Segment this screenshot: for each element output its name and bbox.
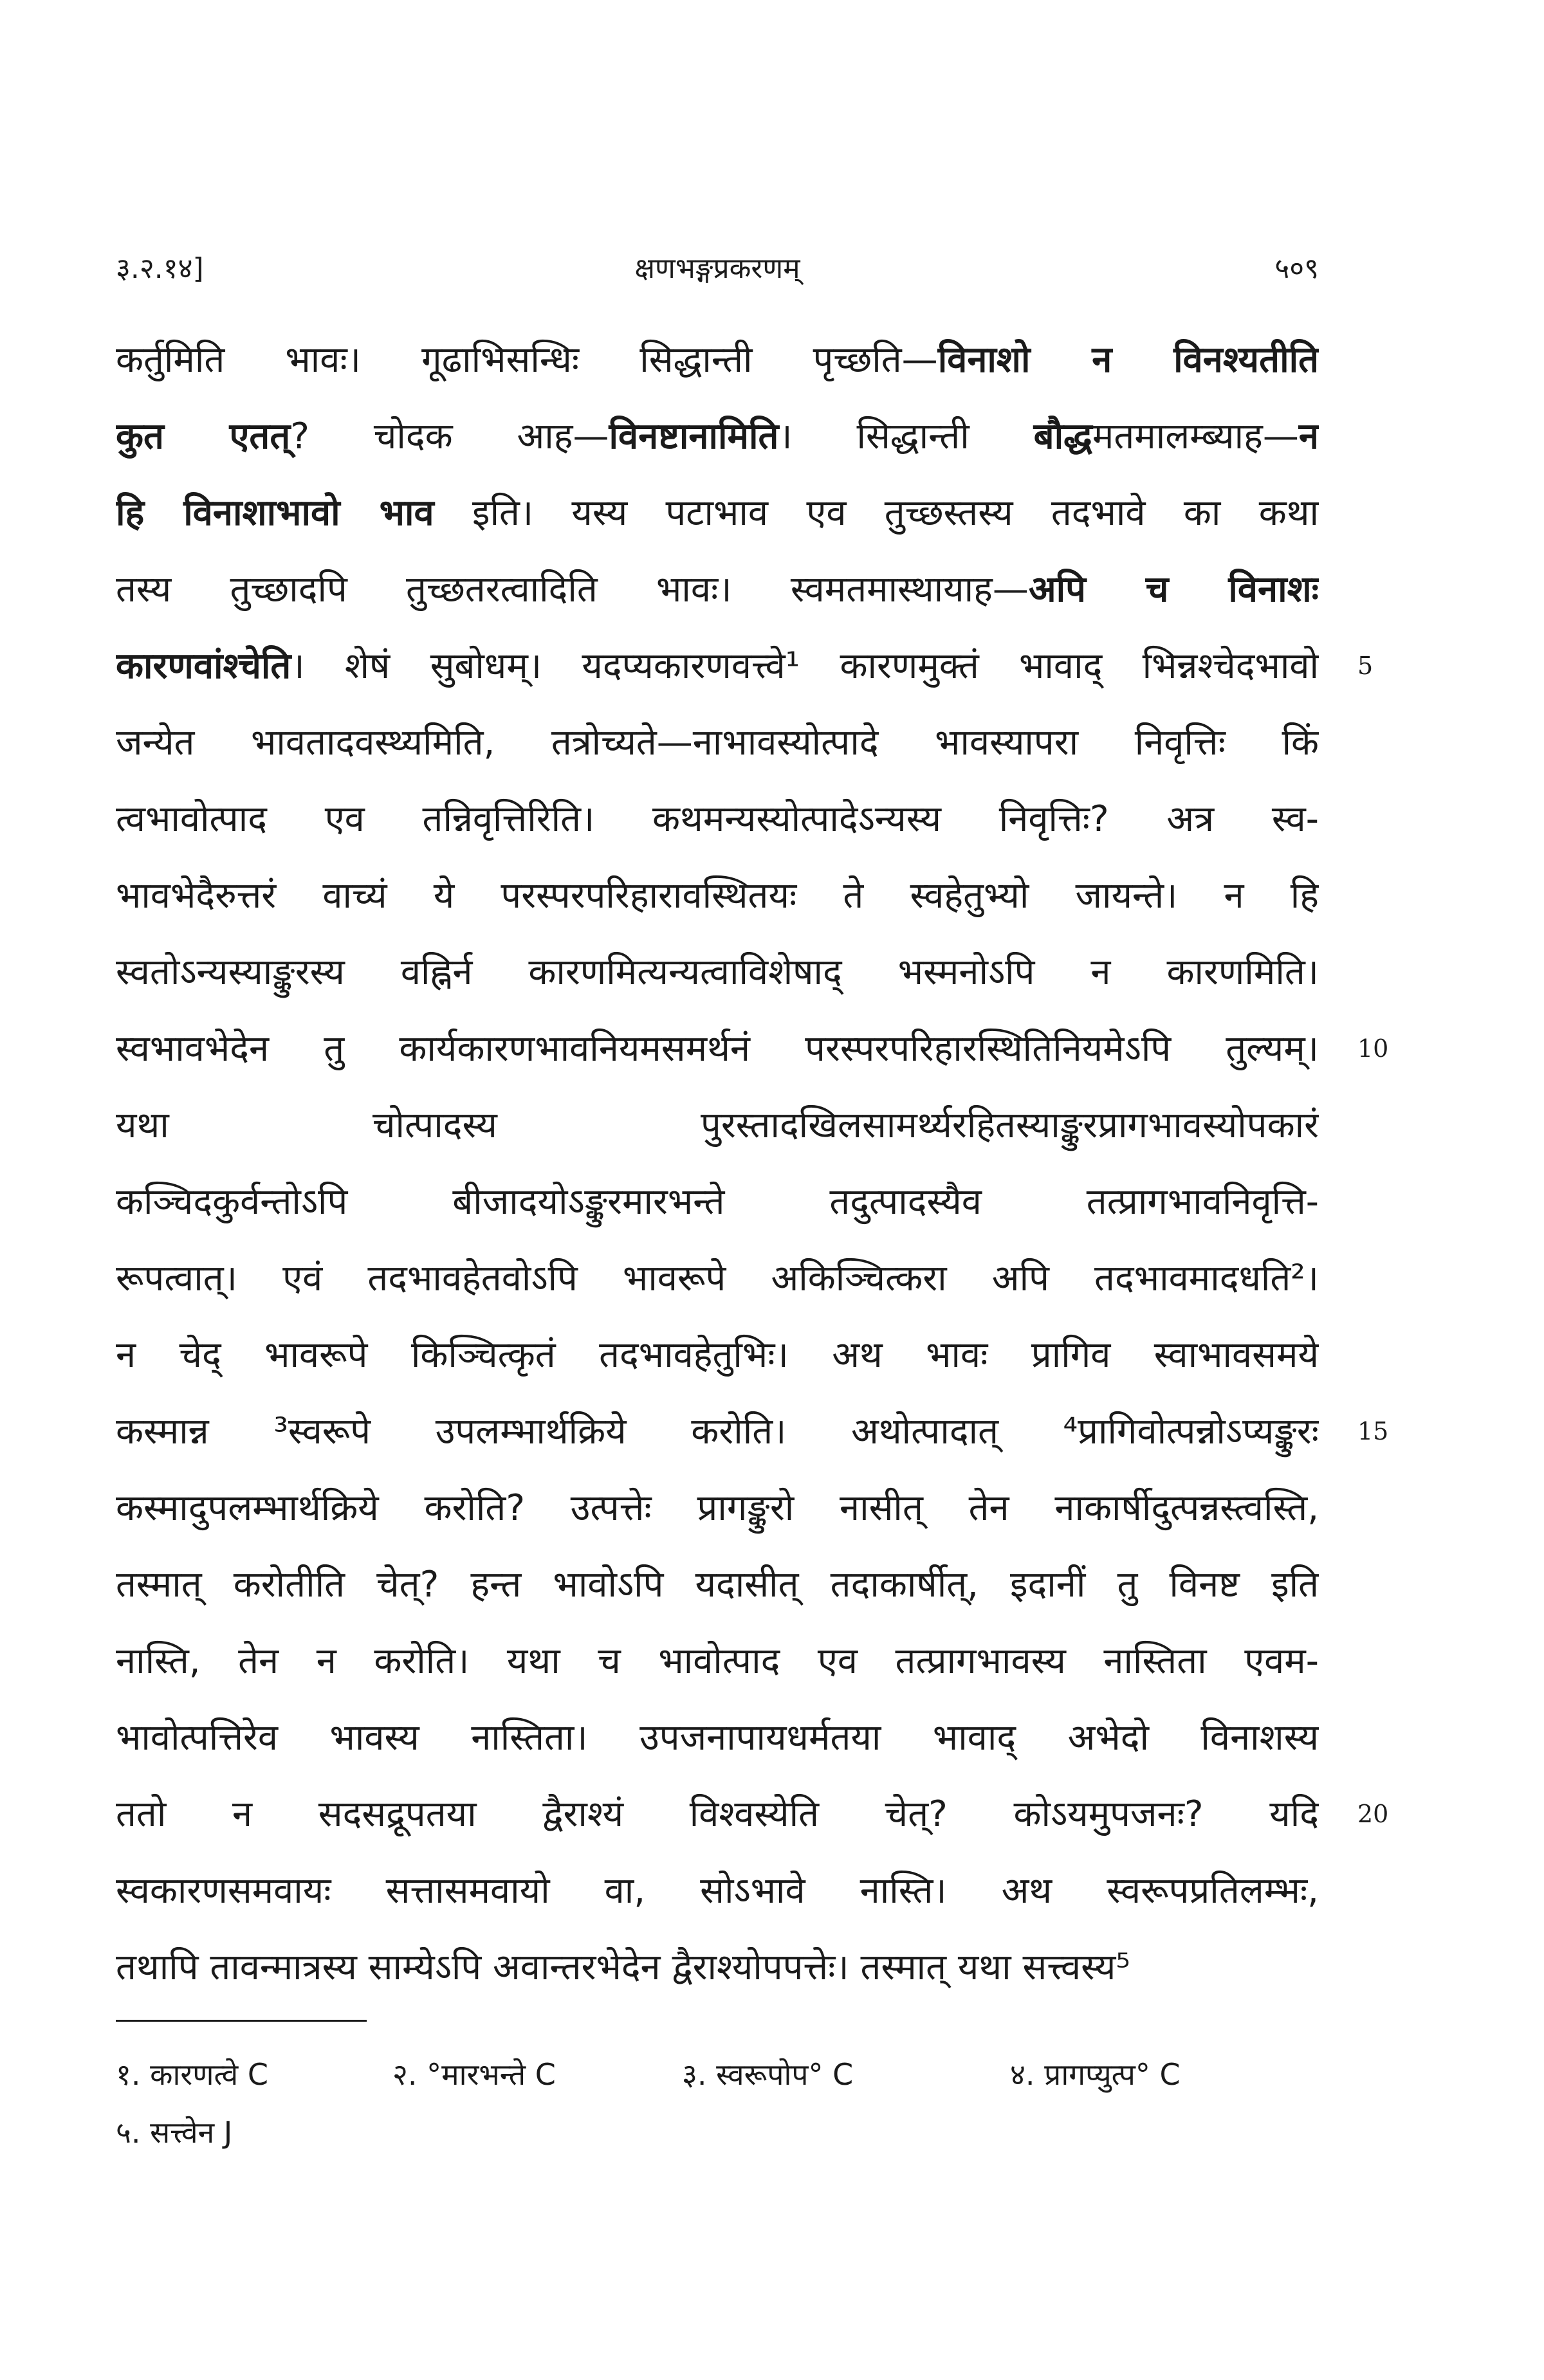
running-title: क्षणभङ्गप्रकरणम् xyxy=(634,252,800,285)
footnote-1: १. कारणत्वे C xyxy=(116,2057,268,2092)
bold-lemma: कुत एतत् xyxy=(116,416,291,457)
text-line xyxy=(116,1317,1319,1393)
text-segment: त्वभावोत्पाद एव तन्निवृत्तिरिति। कथमन्यस्योत्पादेऽन्यस्य निवृत्तिः? अत्र स्व- xyxy=(116,798,1319,840)
text-line xyxy=(116,1776,1319,1853)
text-line xyxy=(116,475,1319,551)
text-line xyxy=(116,704,1319,781)
text-segment: तथापि तावन्मात्रस्य साम्येऽपि अवान्तरभेदेन द्वैराश्योपपत्तेः। तस्मात् यथा सत्त्वस्य⁵ xyxy=(116,1946,1130,1988)
footnote-5: ५. सत्त्वेन J xyxy=(116,2115,233,2150)
text-segment: ततो न सदसद्रूपतया द्वैराश्यं विश्वस्येति चेत्? कोऽयमुपजनः? यदि xyxy=(116,1793,1319,1835)
text-line xyxy=(116,1393,1319,1470)
footnote-separator xyxy=(116,2020,367,2022)
text-segment: जन्येत भावतादवस्थ्यमिति, तत्रोच्यते—नाभावस्योत्पादे भावस्यापरा निवृत्तिः किं xyxy=(116,722,1319,764)
text-segment: कर्तुमिति भावः। गूढाभिसन्धिः सिद्धान्ती पृच्छति— xyxy=(116,339,938,381)
page-number: ५०९ xyxy=(1274,252,1319,285)
section-reference: ३.२.१४] xyxy=(116,252,204,285)
text-segment: । शेषं सुबोधम्। यदप्यकारणवत्त्वे¹ कारणमुक्तं भावाद् भिन्नश्चेदभावो xyxy=(291,645,1319,687)
text-segment: मतमालम्ब्याह— xyxy=(1092,416,1299,457)
bold-lemma: विनष्टानामिति xyxy=(609,416,779,457)
text-line xyxy=(116,1087,1319,1164)
bold-lemma: न xyxy=(1298,416,1319,457)
text-line xyxy=(116,1623,1319,1699)
bold-lemma: कारणवांश्चेति xyxy=(116,645,291,687)
text-line xyxy=(116,551,1319,628)
footnote-3: ३. स्वरूपोप° C xyxy=(682,2057,854,2092)
running-header xyxy=(116,248,1319,299)
text-segment: नास्ति, तेन न करोति। यथा च भावोत्पाद एव तत्प्रागभावस्य नास्तिता एवम- xyxy=(116,1640,1319,1682)
footnotes xyxy=(116,2046,1319,2161)
text-segment: यथा चोत्पादस्य पुरस्तादखिलसामर्थ्यरहितस्याङ्कुरप्रागभावस्योपकारं xyxy=(116,1104,1319,1146)
main-text xyxy=(116,322,1319,2006)
text-line xyxy=(116,781,1319,857)
line-number: 20 xyxy=(1357,1800,1389,1828)
line-number: 15 xyxy=(1357,1417,1389,1445)
footnote-2: २. °मारभन्ते C xyxy=(392,2057,556,2092)
text-segment: तस्मात् करोतीति चेत्? हन्त भावोऽपि यदासीत् तदाकार्षीत्, इदानीं तु विनष्ट इति xyxy=(116,1564,1319,1606)
footnote-row xyxy=(116,2103,1319,2161)
text-segment: स्वभावभेदेन तु कार्यकारणभावनियमसमर्थनं परस्परपरिहारस्थितिनियमेऽपि तुल्यम्। xyxy=(116,1028,1319,1070)
text-segment: । सिद्धान्ती xyxy=(778,416,1034,457)
text-line xyxy=(116,1164,1319,1240)
text-line xyxy=(116,857,1319,934)
text-segment: इति। यस्य पटाभाव एव तुच्छस्तस्य तदभावे का कथा xyxy=(434,492,1319,534)
text-segment: रूपत्वात्। एवं तदभावहेतवोऽपि भावरूपे अकिञ्चित्करा अपि तदभावमादधति²। xyxy=(116,1258,1319,1299)
text-segment: ? चोदक आह— xyxy=(290,416,609,457)
text-line xyxy=(116,1240,1319,1317)
text-segment: स्वतोऽन्यस्याङ्कुरस्य वह्निर्न कारणमित्यन्यत्वाविशेषाद् भस्मनोऽपि न कारणमिति। xyxy=(116,951,1319,993)
footnote-row xyxy=(116,2046,1319,2103)
text-segment: तस्य तुच्छादपि तुच्छतरत्वादिति भावः। स्वमतमास्थायाह— xyxy=(116,569,1029,610)
bold-lemma: हि विनाशाभावो भाव xyxy=(116,492,434,534)
text-line xyxy=(116,1929,1319,2006)
footnote-4: ४. प्रागप्युत्प° C xyxy=(1010,2057,1181,2092)
text-segment: भावभेदैरुत्तरं वाच्यं ये परस्परपरिहारावस्थितयः ते स्वहेतुभ्यो जायन्ते। न हि xyxy=(116,875,1319,917)
line-number: 10 xyxy=(1357,1034,1389,1063)
line-number: 5 xyxy=(1357,652,1374,680)
text-line xyxy=(116,934,1319,1011)
text-line xyxy=(116,1546,1319,1623)
text-segment: कस्मादुपलम्भार्थक्रिये करोति? उत्पत्तेः प्रागङ्कुरो नासीत् तेन नाकार्षीदुत्पन्नस्त्वस्ति, xyxy=(116,1487,1319,1529)
text-line xyxy=(116,1699,1319,1776)
text-segment: स्वकारणसमवायः सत्तासमवायो वा, सोऽभावे नास्ति। अथ स्वरूपप्रतिलम्भः, xyxy=(116,1870,1319,1912)
text-line xyxy=(116,628,1319,704)
text-line xyxy=(116,398,1319,475)
text-segment: न चेद् भावरूपे किञ्चित्कृतं तदभावहेतुभिः। अथ भावः प्रागिव स्वाभावसमये xyxy=(116,1334,1319,1376)
text-line xyxy=(116,1011,1319,1087)
text-segment: कस्मान्न ³स्वरूपे उपलम्भार्थक्रिये करोति। अथोत्पादात् ⁴प्रागिवोत्पन्नोऽप्यङ्कुरः xyxy=(116,1411,1319,1452)
bold-lemma: बौद्ध xyxy=(1033,416,1092,457)
bold-lemma: विनाशो न विनश्यतीति xyxy=(937,339,1319,381)
text-line xyxy=(116,322,1319,398)
text-line xyxy=(116,1470,1319,1546)
bold-lemma: अपि च विनाशः xyxy=(1028,569,1319,610)
text-segment: भावोत्पत्तिरेव भावस्य नास्तिता। उपजनापायधर्मतया भावाद् अभेदो विनाशस्य xyxy=(116,1717,1319,1759)
text-segment: कञ्चिदकुर्वन्तोऽपि बीजादयोऽङ्कुरमारभन्ते तदुत्पादस्यैव तत्प्रागभावनिवृत्ति- xyxy=(116,1181,1319,1223)
text-line xyxy=(116,1853,1319,1929)
